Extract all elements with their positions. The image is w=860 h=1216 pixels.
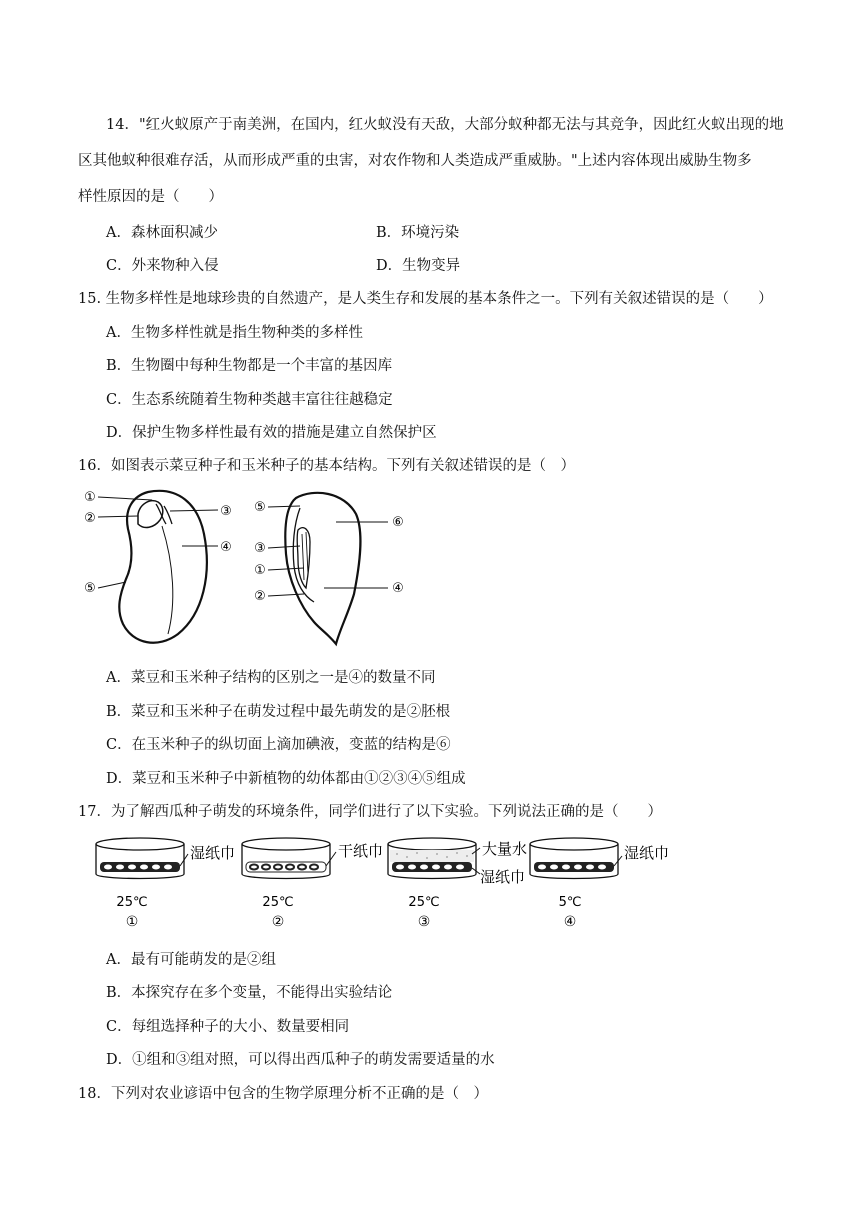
- q14-line3: 样性原因的是（ ）: [78, 189, 223, 205]
- q16-stem: 16．如图表示菜豆种子和玉米种子的基本结构。下列有关叙述错误的是（ ）: [78, 458, 575, 474]
- dish-3-num: ③: [417, 914, 431, 930]
- bean-label-5: ⑤: [84, 581, 96, 596]
- corn-seed-diagram: [248, 484, 418, 649]
- q17-option-a[interactable]: A．最有可能萌发的是②组: [106, 952, 276, 968]
- corn-label-5: ⑤: [254, 500, 266, 515]
- dish-2-label: 干纸巾: [338, 842, 384, 860]
- q17-stem: 17．为了解西瓜种子萌发的环境条件，同学们进行了以下实验。下列说法正确的是（ ）: [78, 804, 662, 820]
- dish-2-temp: 25℃: [262, 895, 294, 910]
- q14-option-a[interactable]: A．森林面积减少: [106, 225, 218, 241]
- dish-4-temp: 5℃: [558, 895, 582, 910]
- dish-1-num: ①: [125, 914, 139, 930]
- dish-1: [96, 838, 235, 930]
- corn-endosperm-boundary: [293, 508, 314, 602]
- q16-option-d[interactable]: D．菜豆和玉米种子中新植物的幼体都由①②③④⑤组成: [106, 771, 466, 787]
- q16-option-a[interactable]: A．菜豆和玉米种子结构的区别之一是④的数量不同: [106, 670, 436, 686]
- q16-option-c[interactable]: C．在玉米种子的纵切面上滴加碘液，变蓝的结构是⑥: [106, 737, 451, 753]
- dish-3-label: 大量水: [482, 840, 528, 858]
- corn-label-1: ①: [254, 563, 266, 578]
- dish-3: [388, 838, 527, 930]
- q17-option-b[interactable]: B．本探究存在多个变量，不能得出实验结论: [106, 985, 393, 1001]
- q14-line2: 区其他蚁种很难存活，从而形成严重的虫害，对农作物和人类造成严重威胁。"上述内容体现出威胁生物多: [78, 153, 752, 169]
- bean-label-2: ②: [84, 511, 96, 526]
- bean-cotyledon-line: [162, 526, 173, 634]
- q15-option-c[interactable]: C．生态系统随着生物种类越丰富往往越稳定: [106, 392, 393, 408]
- corn-label-6: ⑥: [392, 515, 404, 530]
- corn-label-2: ②: [254, 589, 266, 604]
- germination-experiment-diagram: [92, 834, 712, 934]
- bean-seed-diagram: [78, 484, 248, 649]
- q17-option-d[interactable]: D．①组和③组对照，可以得出西瓜种子的萌发需要适量的水: [106, 1052, 495, 1068]
- bean-label-4: ④: [220, 540, 232, 555]
- q15-option-d[interactable]: D．保护生物多样性最有效的措施是建立自然保护区: [106, 425, 437, 441]
- dish-4-label: 湿纸巾: [624, 844, 670, 862]
- q15-option-b[interactable]: B．生物圈中每种生物都是一个丰富的基因库: [106, 358, 393, 374]
- bean-label-3: ③: [220, 504, 232, 519]
- corn-label-3: ③: [254, 541, 266, 556]
- q14-line1: 14．"红火蚁原产于南美洲，在国内，红火蚁没有天敌，大部分蚁种都无法与其竞争，因此红火蚁出现的地: [106, 117, 784, 133]
- dish-1-label: 湿纸巾: [190, 844, 236, 862]
- corn-embryo-lines: [302, 532, 308, 580]
- bean-embryo: [138, 501, 163, 528]
- dish-2-num: ②: [271, 914, 285, 930]
- bean-label-1: ①: [84, 490, 96, 505]
- q14-option-b[interactable]: B．环境污染: [376, 225, 460, 241]
- corn-label-4: ④: [392, 581, 404, 596]
- q14-option-c[interactable]: C．外来物种入侵: [106, 258, 219, 274]
- dish-3-temp: 25℃: [408, 895, 440, 910]
- q15-stem: 15. 生物多样性是地球珍贵的自然遗产，是人类生存和发展的基本条件之一。下列有关叙述错误的是（ ）: [78, 291, 773, 307]
- q18-stem: 18．下列对农业谚语中包含的生物学原理分析不正确的是（ ）: [78, 1086, 488, 1102]
- dish-1-temp: 25℃: [116, 895, 148, 910]
- q15-option-a[interactable]: A．生物多样性就是指生物种类的多样性: [106, 325, 363, 341]
- q16-option-b[interactable]: B．菜豆和玉米种子在萌发过程中最先萌发的是②胚根: [106, 704, 451, 720]
- dish-4: [530, 838, 669, 930]
- q14-option-d[interactable]: D．生物变异: [376, 258, 461, 274]
- q17-option-c[interactable]: C．每组选择种子的大小、数量要相同: [106, 1019, 350, 1035]
- dish-2: [242, 838, 383, 930]
- dish-4-num: ④: [563, 914, 577, 930]
- dish-3-extra: 湿纸巾: [480, 868, 526, 886]
